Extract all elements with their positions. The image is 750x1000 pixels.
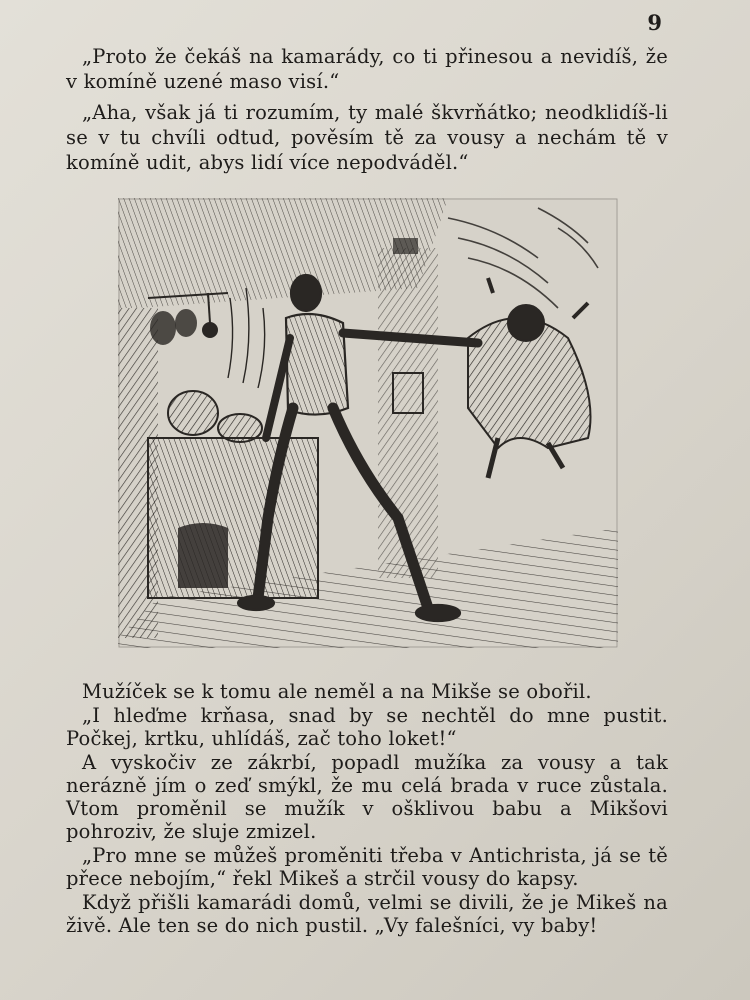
woodcut-illustration-icon	[118, 198, 618, 648]
page-number: 9	[647, 10, 662, 35]
paragraph: A vyskočiv ze zákrbí, popadl mužíka za vousy a tak nerázně jím o zeď smýkl, že mu celá brada v ruce zůstala. Vtom proměnil se mužík v ošklivou babu a Mikšovi pohroziv, že sluje zmizel.	[66, 751, 668, 843]
top-text-block	[66, 44, 668, 181]
paragraph: Když přišli kamarádi domů, velmi se divili, že je Mikeš na živě. Ale ten se do nich pustil. „Vy falešníci, vy baby!	[66, 891, 668, 937]
paragraph: „I hleďme krňasa, snad by se nechtěl do mne pustit. Počkej, krtku, uhlídáš, zač toho loket!“	[66, 704, 668, 750]
bottom-text-block	[66, 680, 668, 938]
paragraph: Mužíček se k tomu ale neměl a na Mikše se obořil.	[82, 680, 592, 703]
paragraph: „Proto že čekáš na kamarády, co ti přinesou a nevidíš, že v komíně uzené maso visí.“	[66, 45, 668, 93]
paragraph: „Pro mne se můžeš proměniti třeba v Antichrista, já se tě přece nebojím,“ řekl Mikeš a strčil vousy do kapsy.	[66, 844, 668, 890]
paragraph: „Aha, však já ti rozumím, ty malé škvrňátko; neodklidíš-li se v tu chvíli odtud, pověsím tě za vousy a nechám tě v komíně udit, abys lidí více nepodváděl.“	[66, 101, 668, 174]
